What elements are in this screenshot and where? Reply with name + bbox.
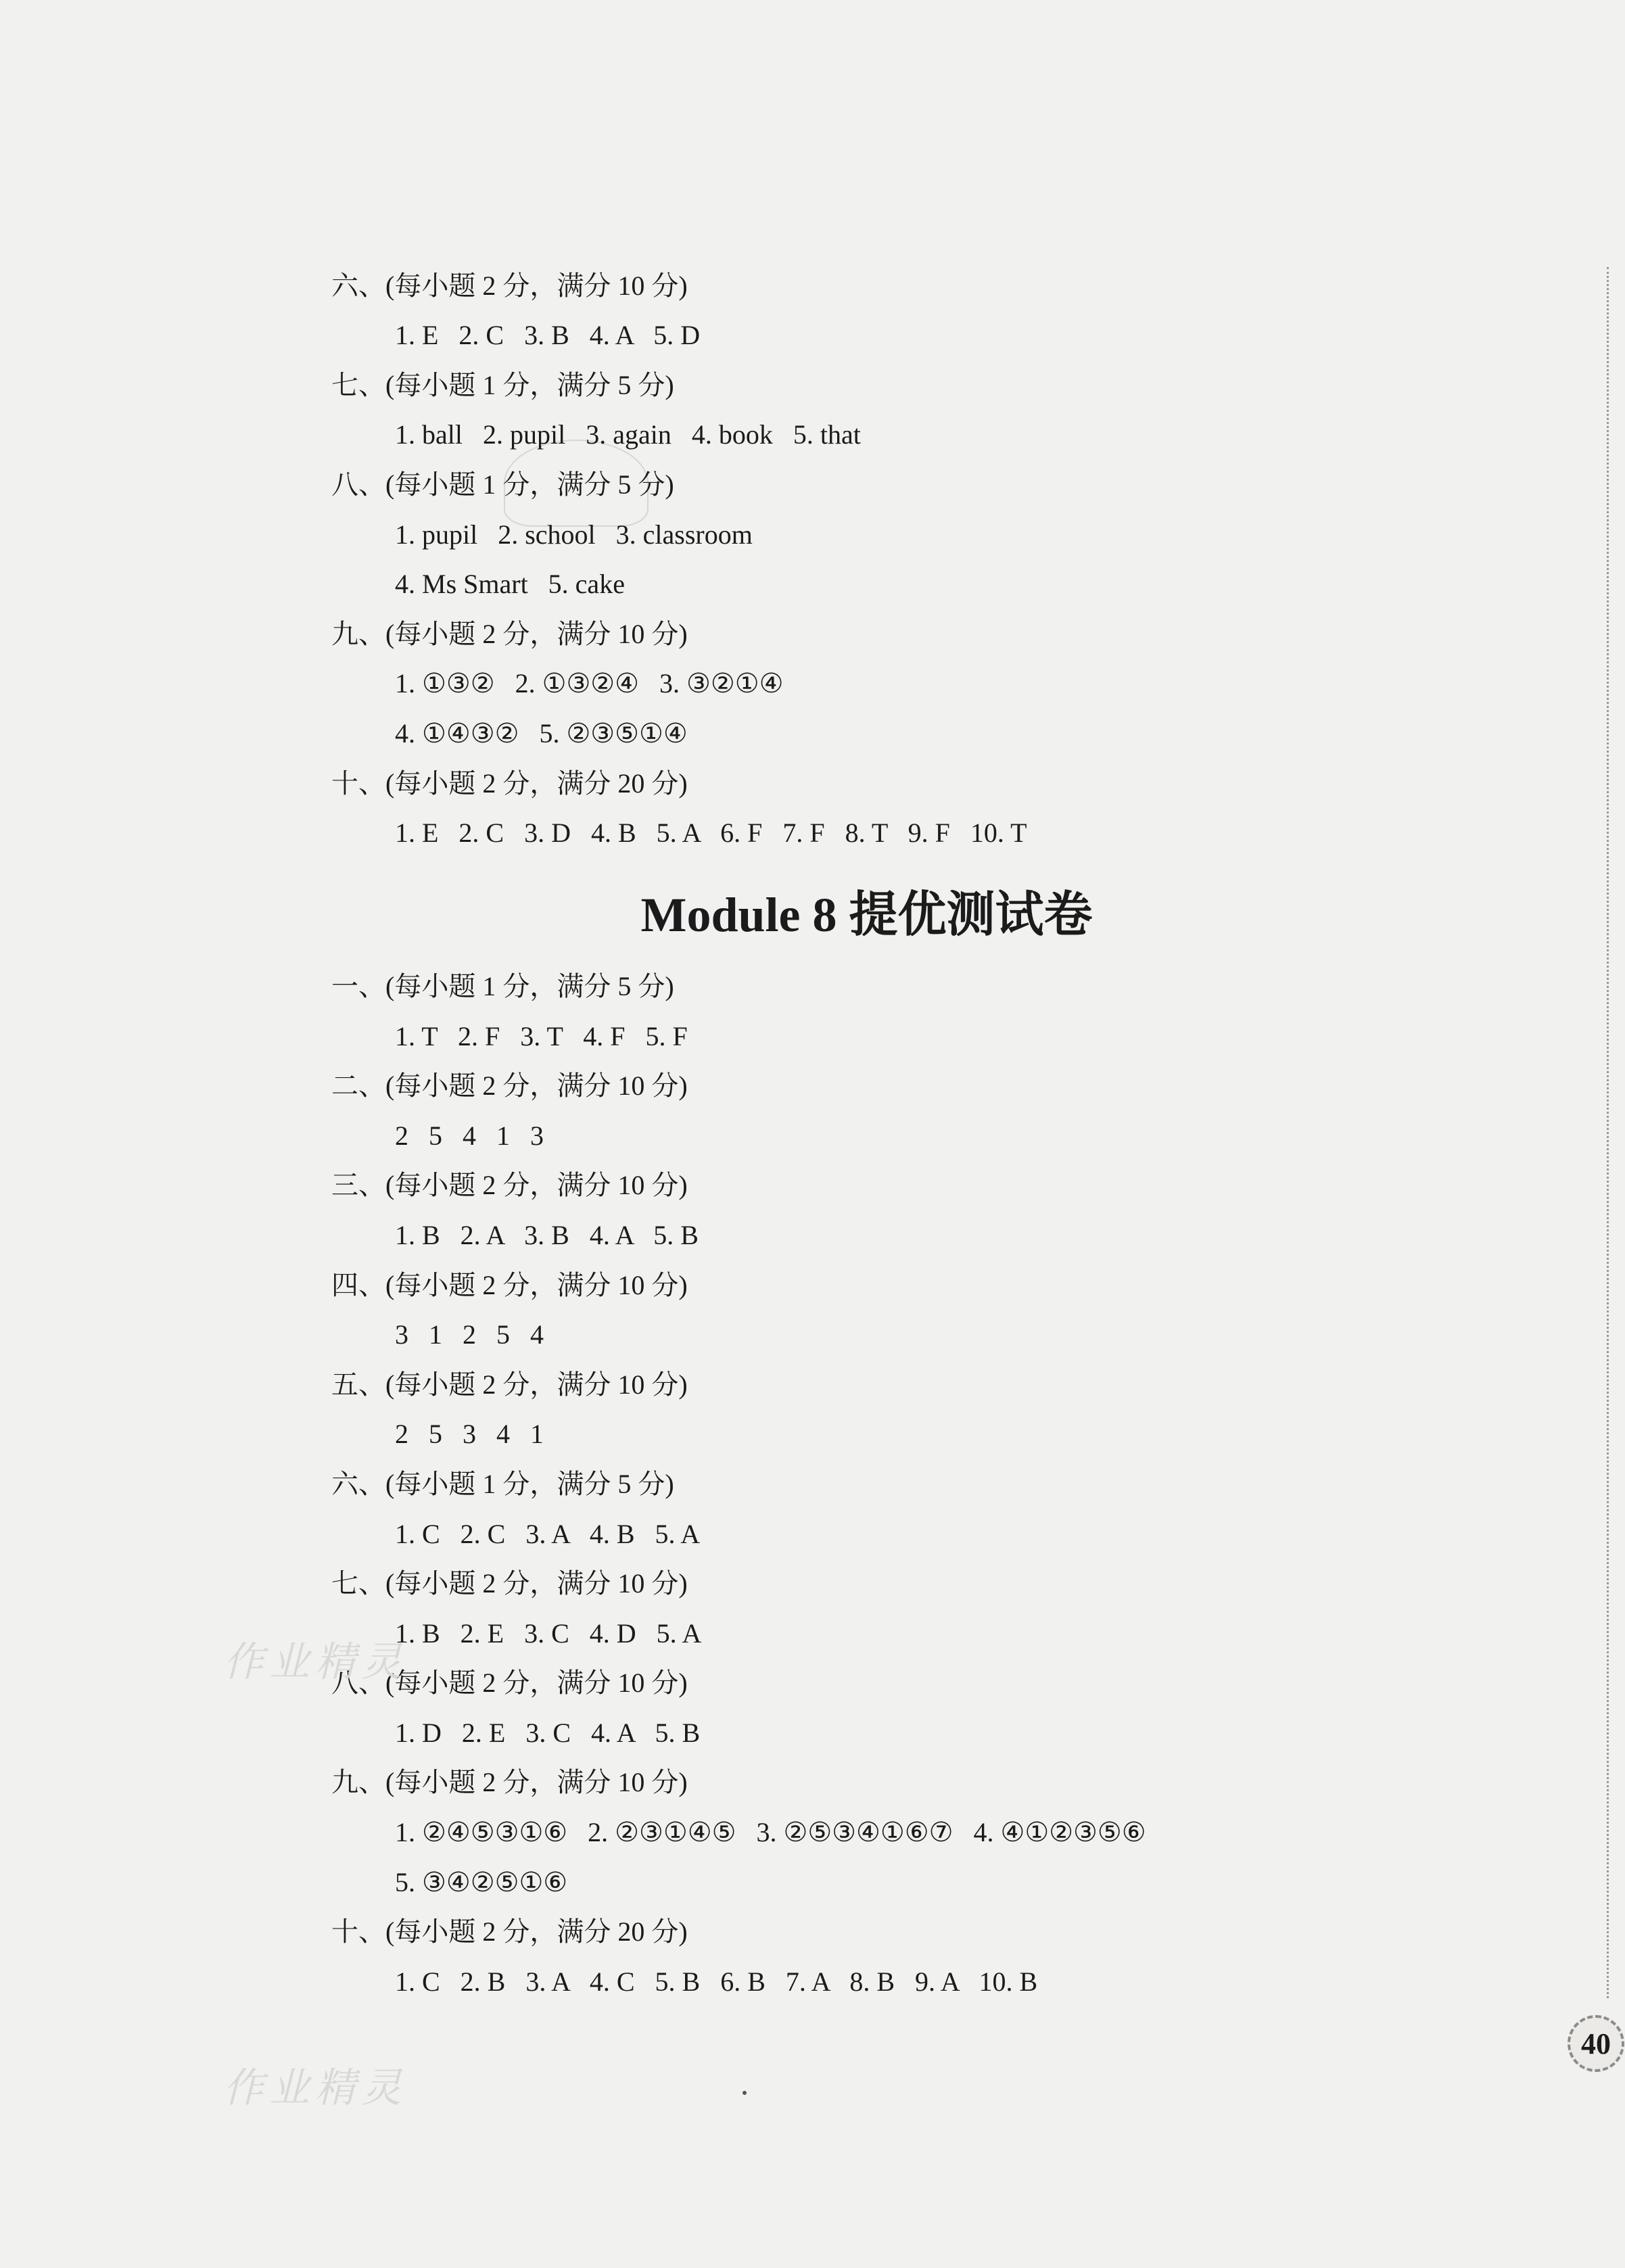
m8-section-2-header: 二、(每小题 2 分，满分 10 分)	[331, 1070, 688, 1101]
m8-section-3-answers: 1. B 2. A 3. B 4. A 5. B	[395, 1220, 699, 1250]
m8-section-9-answers-row2: 5. ③④②⑤①⑥	[395, 1867, 568, 1897]
m8-section-9-header: 九、(每小题 2 分，满分 10 分)	[331, 1767, 688, 1797]
section-9-answers-row1: 1. ①③② 2. ①③②④ 3. ③②①④	[395, 668, 784, 699]
page-number-badge	[1568, 2015, 1624, 2072]
page-number: 40	[1581, 2027, 1611, 2060]
m8-section-5-header: 五、(每小题 2 分，满分 10 分)	[331, 1369, 688, 1400]
section-6-answers: 1. E 2. C 3. B 4. A 5. D	[395, 320, 701, 350]
m8-section-6-answers: 1. C 2. C 3. A 4. B 5. A	[395, 1519, 701, 1549]
m8-section-4-header: 四、(每小题 2 分，满分 10 分)	[331, 1270, 688, 1300]
m8-section-9-answers-row1: 1. ②④⑤③①⑥ 2. ②③①④⑤ 3. ②⑤③④①⑥⑦ 4. ④①②③⑤⑥	[395, 1817, 1146, 1847]
watermark-middle: 作业精灵	[223, 1638, 407, 1686]
section-9-answers-row2: 4. ①④③② 5. ②③⑤①④	[395, 718, 688, 749]
section-8-answers-row1: 1. pupil 2. school 3. classroom	[395, 519, 753, 550]
section-10-answers: 1. E 2. C 3. D 4. B 5. A 6. F 7. F 8. T 9. F 10. T	[395, 818, 1027, 848]
dotted-margin-line	[1607, 267, 1609, 1998]
m8-section-3-header: 三、(每小题 2 分，满分 10 分)	[331, 1170, 688, 1200]
m8-section-4-answers: 3 1 2 5 4	[395, 1319, 544, 1350]
m8-section-7-header: 七、(每小题 2 分，满分 10 分)	[331, 1568, 688, 1599]
m8-section-5-answers: 2 5 3 4 1	[395, 1419, 544, 1449]
page-title: Module 8 提优测试卷	[640, 888, 1093, 942]
section-10-header: 十、(每小题 2 分，满分 20 分)	[331, 768, 688, 799]
section-7-header: 七、(每小题 1 分，满分 5 分)	[331, 370, 674, 400]
m8-section-1-answers: 1. T 2. F 3. T 4. F 5. F	[395, 1021, 688, 1052]
section-6-header: 六、(每小题 2 分，满分 10 分)	[331, 270, 688, 301]
ink-dot	[743, 2091, 747, 2095]
m8-section-8-header: 八、(每小题 2 分，满分 10 分)	[331, 1668, 688, 1698]
m8-section-7-answers: 1. B 2. E 3. C 4. D 5. A	[395, 1618, 702, 1649]
watermark-bottom: 作业精灵	[223, 2064, 407, 2112]
section-9-header: 九、(每小题 2 分，满分 10 分)	[331, 619, 688, 649]
section-8-header: 八、(每小题 1 分，满分 5 分)	[331, 469, 674, 500]
m8-section-8-answers: 1. D 2. E 3. C 4. A 5. B	[395, 1718, 701, 1748]
m8-section-10-header: 十、(每小题 2 分，满分 20 分)	[331, 1916, 688, 1947]
m8-section-6-header: 六、(每小题 1 分，满分 5 分)	[331, 1469, 674, 1499]
m8-section-10-answers: 1. C 2. B 3. A 4. C 5. B 6. B 7. A 8. B 9. A 10. B	[395, 1966, 1038, 1997]
m8-section-2-answers: 2 5 4 1 3	[395, 1120, 544, 1151]
section-7-answers: 1. ball 2. pupil 3. again 4. book 5. that	[395, 419, 861, 450]
m8-section-1-header: 一、(每小题 1 分，满分 5 分)	[331, 971, 674, 1001]
section-8-answers-row2: 4. Ms Smart 5. cake	[395, 569, 625, 599]
